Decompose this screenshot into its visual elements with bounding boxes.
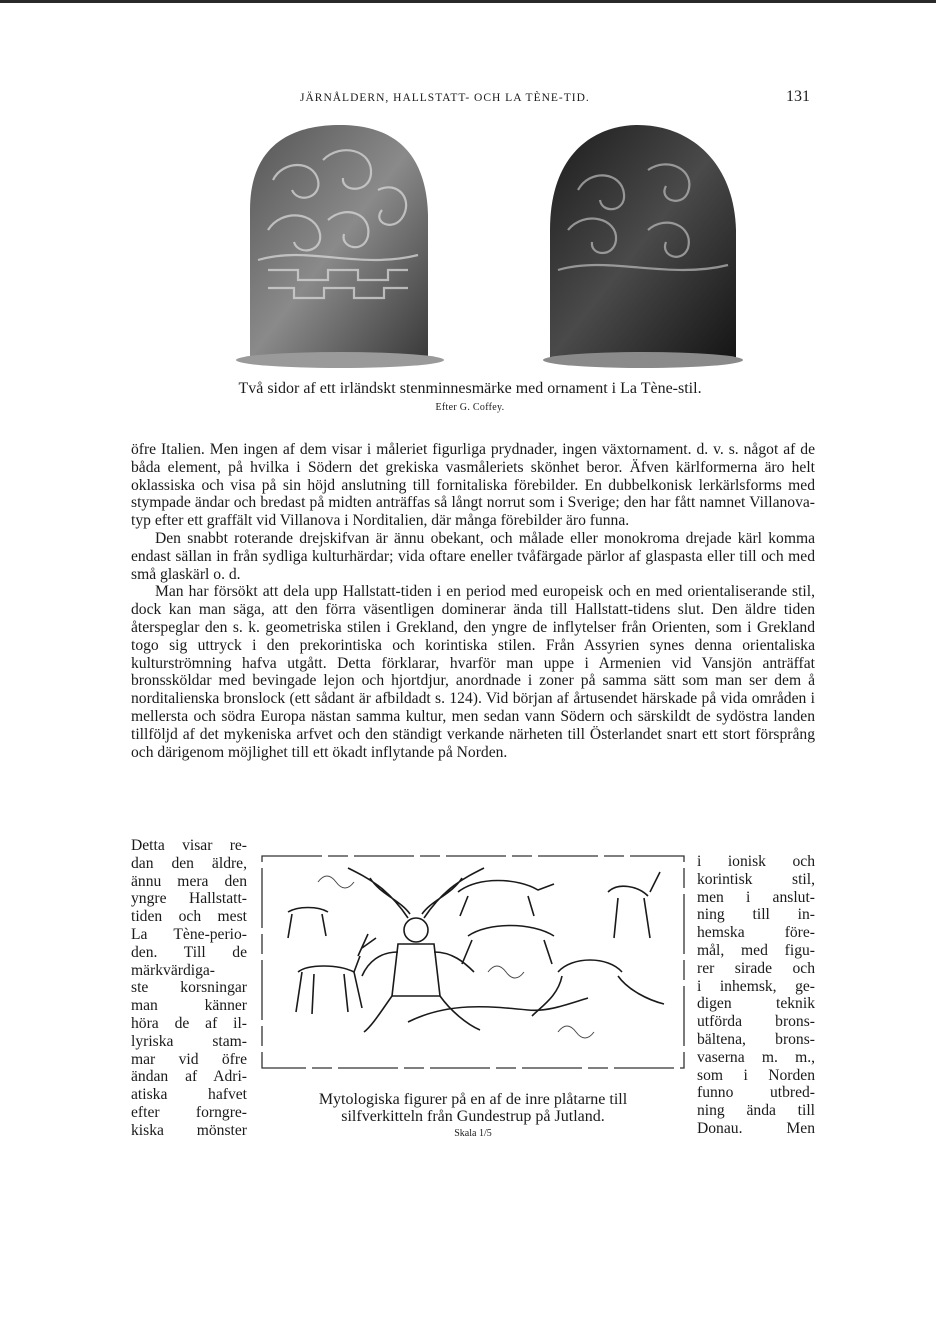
animal-figure <box>288 908 328 939</box>
text-line: rer sirade och <box>697 959 815 977</box>
text-line: i ionisk och <box>697 853 815 870</box>
text-line: höra de af il- <box>131 1014 247 1032</box>
text-line: mål, med figu- <box>697 941 815 959</box>
text-line: kiska mönster <box>131 1121 247 1139</box>
text-line: efter forngre- <box>131 1103 247 1121</box>
text-line: ning till in- <box>697 906 815 924</box>
text-line: ännu mera den <box>131 872 247 890</box>
text-line: bältena, brons- <box>697 1030 815 1048</box>
text-line: vaserna m. m., <box>697 1048 815 1066</box>
text-line: korintisk stil, <box>697 870 815 888</box>
text-line: dan den äldre, <box>131 854 247 872</box>
text-line: ning ända till <box>697 1102 815 1120</box>
figure2-caption <box>258 1091 688 1125</box>
text-line: ändan af Adri- <box>131 1068 247 1086</box>
text-line: yngre Hallstatt- <box>131 890 247 908</box>
text-line: funno utbred- <box>697 1084 815 1102</box>
text-line: Detta visar re- <box>131 837 247 854</box>
figure1-caption: Två sidor af ett irländskt stenminnesmärke med ornament i La Tène-stil. <box>238 380 702 397</box>
paragraph: Man har försökt att dela upp Hallstatt-tiden i en period med europeisk och en med orientaliserande stil, dock kan man säga, att den förra väsentligen dominerar ända till Hallstatt-tidens slut. Den äldre tiden återspeglar den s. k. geometriska stilen i Grekland, den yngre de inflytelser från Orienten, som i Grekland togo sig uttryck i den prekorintiska och korintiska stilen. Från Assyrien synes denna orientaliska kulturströmning hafva utgått. Detta förklarar, hvarför man uppe i Armenien vid Vansjön anträffat bronssköldar med bevingade lejon och hjortdjur, anordnade i zoner på samma sätt som man ser dem å norditalienska bronslock (ett sådant är afbildadt s. 124). Vid början af årtusendet härskade på vida områden i mellersta och södra Europa nästan samma kultur, men sedan vann Södern och särskildt de sydöstra landen tillföljd af det mykeniska arfvet och den ständigt verkande närheten till Österlandet snart ett stort försprång och därigenom möjlighet till ett ökadt inflytande på Norden. <box>131 583 815 761</box>
right-text-column <box>697 853 815 1138</box>
text-line: som i Norden <box>697 1066 815 1084</box>
text-line: hemska före- <box>697 924 815 942</box>
left-text-column <box>131 837 247 1140</box>
text-line: i inhemsk, ge- <box>697 977 815 995</box>
figure1-credit: Efter G. Coffey. <box>435 402 505 413</box>
text-line: den. Till de <box>131 943 247 961</box>
running-head: JÄRNÅLDERN, HALLSTATT- OCH LA TÈNE-TID. <box>300 92 590 104</box>
page-top-rule <box>0 0 936 3</box>
paragraph: öfre Italien. Men ingen af dem visar i måleriet figurliga prydnader, ingen växtornament. d. v. s. något af de båda element, på hvilka i Södern det grekiska vasmåleriets skönhet beror. Äfven kärlformerna äro helt oklassiska och visa på sin höjd anslutning till fornitaliska förebilder. En dubbelkonisk lerkärlsforms med stympade ändar och bredast på midten anträffas så långt norrut som i Sverige; den har fått namnet Villanova-typ efter ett graffält vid Villanova i Norditalien, där många förebilder äro funna. <box>131 441 815 530</box>
text-line: Donau. Men <box>697 1119 815 1137</box>
stone-right-view <box>543 125 743 368</box>
stag-figure <box>608 872 660 938</box>
text-line: lyriska stam- <box>131 1032 247 1050</box>
text-line: ste korsningar <box>131 979 247 997</box>
animal-figure <box>458 881 664 1017</box>
figure-gundestrup-plate <box>258 852 688 1072</box>
stag-figure <box>296 934 376 1014</box>
text-line: La Tène-perio- <box>131 925 247 943</box>
caption-line: silfverkitteln från Gundestrup på Jutland. <box>341 1108 605 1125</box>
body-text <box>131 441 815 761</box>
text-line: men i anslut- <box>697 888 815 906</box>
text-line: märkvärdiga- <box>131 961 215 979</box>
figure2-scale: Skala 1/5 <box>454 1128 492 1139</box>
stone-left-view <box>236 125 444 368</box>
text-line: mar vid öfre <box>131 1050 247 1068</box>
text-line: atiska hafvet <box>131 1086 247 1104</box>
page-number: 131 <box>786 88 810 105</box>
serpent-figure <box>408 998 588 1022</box>
figure-stone-monument <box>228 120 768 374</box>
text-line: man känner <box>131 997 247 1015</box>
caption-line: Mytologiska figurer på en af de inre plåtarne till <box>318 1091 628 1108</box>
paragraph: Den snabbt roterande drejskifvan är ännu obekant, och målade eller monokroma drejade kärl komma endast sällan in från sydliga kulturhärdar; vida oftare eneller tvåfärgade pärlor af glaspasta eller till och med små glaskärl o. d. <box>131 529 815 583</box>
text-line: tiden och mest <box>131 908 247 926</box>
text-line: utförda brons- <box>697 1013 815 1031</box>
text-line: digen teknik <box>697 995 815 1013</box>
